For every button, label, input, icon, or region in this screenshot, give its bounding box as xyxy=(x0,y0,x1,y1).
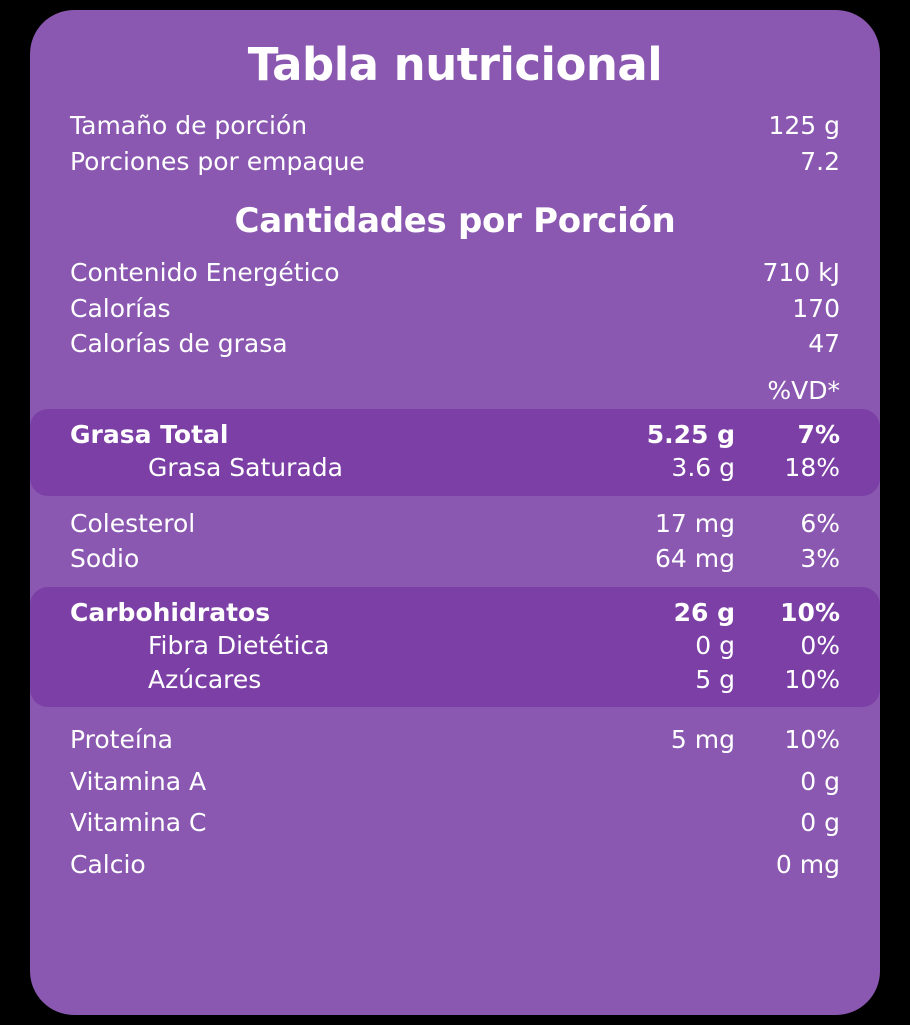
protein-dv: 10% xyxy=(784,725,840,754)
cholesterol-dv: 6% xyxy=(800,508,840,538)
calories-label: Calorías xyxy=(70,293,171,323)
total-fat-dv: 7% xyxy=(797,419,840,449)
vitamin-c-label: Vitamina C xyxy=(70,808,207,837)
table-row xyxy=(70,719,840,761)
sugars-dv: 10% xyxy=(784,664,840,694)
table-row xyxy=(70,451,840,485)
total-fat-value: 5.25 g xyxy=(646,419,735,449)
nutrition-facts-card xyxy=(30,10,880,1015)
spacer xyxy=(30,577,880,587)
energy-row xyxy=(70,291,840,327)
protein-value: 5 mg xyxy=(670,725,735,754)
calcium-dv: 0 mg xyxy=(775,849,840,879)
saturated-fat-dv: 18% xyxy=(784,453,840,482)
table-row xyxy=(70,802,840,844)
serving-row xyxy=(70,108,840,144)
dietary-fiber-value: 0 g xyxy=(695,631,735,660)
table-row xyxy=(70,761,840,803)
table-row xyxy=(70,541,840,577)
amounts-per-serving-heading: Cantidades por Porción xyxy=(234,201,676,241)
total-fat-label: Grasa Total xyxy=(70,419,229,449)
daily-value-header xyxy=(30,362,880,409)
carbohydrate-group xyxy=(30,587,880,708)
serving-size-label: Tamaño de porción xyxy=(70,111,308,140)
dietary-fiber-dv: 0% xyxy=(800,631,840,660)
sodium-label: Sodio xyxy=(70,544,140,573)
carbohydrates-value: 26 g xyxy=(673,597,735,627)
calories-value: 170 xyxy=(792,293,840,323)
dv-header-spacer xyxy=(70,376,585,405)
calcium-label: Calcio xyxy=(70,849,146,879)
energy-row xyxy=(70,326,840,362)
energy-content-label: Contenido Energético xyxy=(70,258,340,287)
dietary-fiber-label: Fibra Dietética xyxy=(148,631,330,660)
mid-group xyxy=(30,496,880,577)
tail-group xyxy=(30,707,880,885)
vitamin-a-label: Vitamina A xyxy=(70,766,207,796)
sugars-label: Azúcares xyxy=(148,664,262,694)
vitamin-c-dv: 0 g xyxy=(800,808,840,837)
sugars-value: 5 g xyxy=(695,664,735,694)
serving-size-value: 125 g xyxy=(768,111,840,140)
table-row xyxy=(70,418,840,452)
calories-from-fat-value: 47 xyxy=(808,329,840,358)
serving-row xyxy=(70,144,840,180)
page-title: Tabla nutricional xyxy=(247,38,663,91)
calories-from-fat-label: Calorías de grasa xyxy=(70,329,288,358)
dv-header-label: %VD* xyxy=(767,375,840,405)
vitamin-a-dv: 0 g xyxy=(800,766,840,796)
dv-header-amount-spacer xyxy=(585,376,735,405)
table-row xyxy=(70,844,840,886)
cholesterol-value: 17 mg xyxy=(655,508,735,538)
sodium-value: 64 mg xyxy=(655,544,735,573)
table-row xyxy=(70,629,840,663)
servings-per-package-value: 7.2 xyxy=(800,146,840,176)
cholesterol-label: Colesterol xyxy=(70,508,196,538)
carbohydrates-dv: 10% xyxy=(780,597,840,627)
table-row xyxy=(70,663,840,697)
servings-per-package-label: Porciones por empaque xyxy=(70,146,365,176)
table-row xyxy=(70,596,840,630)
energy-row xyxy=(70,255,840,291)
sodium-dv: 3% xyxy=(800,544,840,573)
energy-content-value: 710 kJ xyxy=(762,258,840,287)
saturated-fat-value: 3.6 g xyxy=(671,453,735,482)
table-row xyxy=(70,506,840,542)
saturated-fat-label: Grasa Saturada xyxy=(148,453,343,482)
serving-section xyxy=(30,92,880,179)
fat-group xyxy=(30,409,880,496)
energy-section xyxy=(30,251,880,362)
carbohydrates-label: Carbohidratos xyxy=(70,597,271,627)
protein-label: Proteína xyxy=(70,725,173,754)
